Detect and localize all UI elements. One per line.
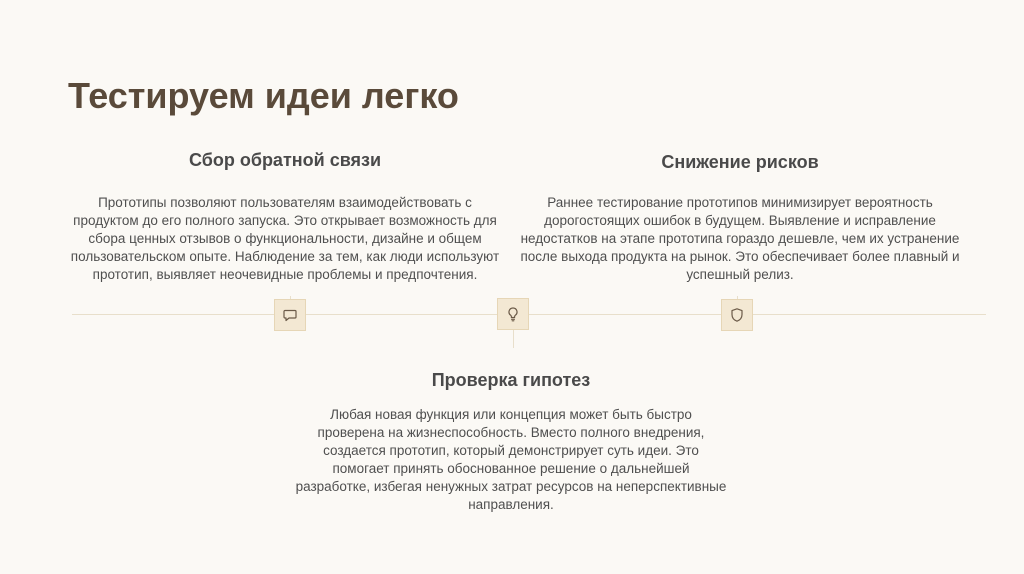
feature-block-hypothesis bbox=[295, 368, 727, 514]
feature-block-risk bbox=[520, 150, 960, 284]
chat-bubble-icon bbox=[282, 307, 298, 323]
slide-title: Тестируем идеи легко bbox=[68, 75, 459, 116]
feature-heading: Сбор обратной связи bbox=[188, 150, 382, 170]
timeline-marker-hypothesis bbox=[497, 298, 529, 330]
feature-heading: Проверка гипотез bbox=[431, 370, 591, 390]
lightbulb-icon bbox=[505, 306, 521, 322]
shield-icon bbox=[729, 307, 745, 323]
feature-block-feedback bbox=[70, 148, 500, 284]
feature-text: Раннее тестирование прототипов минимизирует вероятность дорогостоящих ошибок в будущем. Выявление и исправление недостатков на этапе прототипа гораздо дешевле, чем их устранение после выхода продукта на рынок. Это обеспечивает более плавный и успешный релиз. bbox=[520, 195, 960, 282]
timeline-marker-risk bbox=[721, 299, 753, 331]
feature-heading: Снижение рисков bbox=[661, 152, 819, 172]
timeline-marker-feedback bbox=[274, 299, 306, 331]
timeline-line bbox=[72, 314, 986, 315]
feature-text: Прототипы позволяют пользователям взаимодействовать с продуктом до его полного запуска. Это открывает возможность для сбора ценных отзывов о функциональности, дизайне и общем пользовательском опыте. Наблюдение за тем, как люди используют прототип, выявляет неочевидные проблемы и предпочтения. bbox=[70, 195, 500, 282]
feature-text: Любая новая функция или концепция может быть быстро проверена на жизнеспособность. Вместо полного внедрения, создается прототип, который демонстрирует суть идеи. Это помогает принять обоснованное решение о дальнейшей разработке, избегая ненужных затрат ресурсов на неперспективные направления. bbox=[295, 407, 727, 512]
